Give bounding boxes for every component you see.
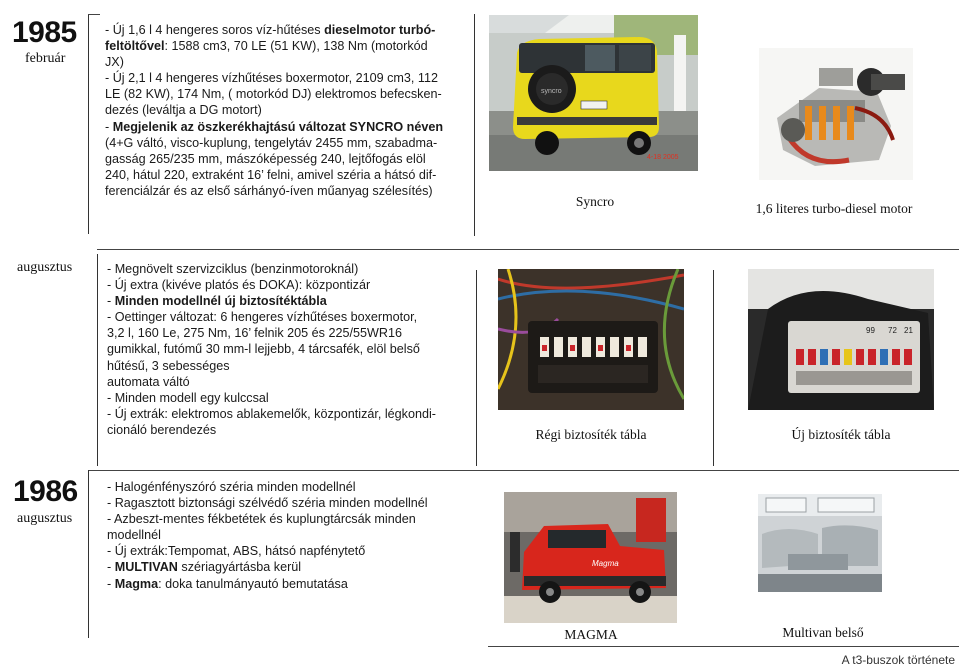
text-line: - Minden modell egy kulccsal (107, 390, 269, 405)
text-line: ferenciálzár és az első sárhányó-íven műanyag szélesítés) (105, 183, 433, 198)
text-line: - Új extra (kivéve platós és DOKA): központizár (107, 278, 371, 293)
divider-tick (88, 14, 100, 15)
caption-syncro: Syncro (575, 194, 615, 209)
month-february: február (25, 51, 66, 66)
caption-magma: MAGMA (564, 627, 618, 642)
photo-date-stamp: 4-18 2005 (647, 154, 679, 161)
divider-vertical (476, 270, 477, 466)
text-line: - Új extrák:Tempomat, ABS, hátsó napfénytető (107, 544, 366, 559)
magma-photo (504, 492, 677, 623)
old-fuse-box-photo (498, 269, 684, 410)
text-line: dezés (leváltja a DG motort) (105, 103, 262, 118)
syncro-photo (489, 15, 698, 171)
divider-vertical (97, 254, 98, 466)
section-separator (88, 470, 959, 471)
text-line: modellnél (107, 528, 161, 543)
magma-badge-text: Magma (592, 559, 619, 568)
text-line: feltöltővel: 1588 cm3, 70 LE (51 KW), 138 Nm (motorkód (105, 39, 428, 54)
text-line: gumikkal, futómű 30 mm-l lejjebb, 4 tárcsafék, elöl belső (107, 342, 420, 357)
month-august: augusztus (17, 511, 73, 526)
year-1985: 1985 (12, 16, 77, 49)
text-line: 3,2 l, 160 Le, 275 Nm, 16’ felnik 205 és 225/55WR16 (107, 326, 402, 341)
divider-vertical (88, 470, 89, 638)
text-line: - Új extrák: elektromos ablakemelők, központizár, légkondi- (107, 406, 436, 421)
text-line: - Azbeszt-mentes fékbetétek és kuplungtárcsák minden (107, 512, 416, 527)
text-line: - Megnövelt szervizciklus (benzinmotoroknál) (107, 262, 359, 276)
section-1985-text (105, 22, 473, 199)
text-line: LE (82 KW), 174 Nm, ( motorkód DJ) elektromos befecsken- (105, 87, 442, 102)
year-1986: 1986 (13, 475, 78, 508)
text-line: - Ragasztott biztonsági szélvédő széria minden modellnél (107, 496, 428, 511)
section-august-text (107, 261, 475, 438)
text-line: automata váltó (107, 374, 190, 389)
divider-vertical (88, 14, 89, 234)
new-fuse-box-photo (748, 269, 934, 410)
fuse-label-99: 99 (866, 326, 875, 335)
text-line: gasság 265/235 mm, mászóképesség 240, lejtőfogás elöl (105, 151, 426, 166)
text-line: - Minden modellnél új biztosítéktábla (107, 294, 327, 309)
text-line: - MULTIVAN szériagyártásba kerül (107, 560, 302, 575)
text-line: - Magma: doka tanulmányautó bemutatása (107, 576, 348, 591)
text-line: cionáló berendezés (107, 422, 217, 437)
turbo-diesel-engine-photo (759, 48, 913, 180)
text-line: - Új 2,1 l 4 hengeres vízhűtéses boxermotor, 2109 cm3, 112 (105, 71, 438, 86)
divider-vertical (474, 14, 475, 236)
caption-old-fuse-box: Régi biztosíték tábla (535, 427, 647, 442)
text-line: 240, hátul 220, extraként 16’ felni, amivel széria a hátsó dif- (105, 167, 437, 182)
text-line: - Megjelenik az öszkerékhajtású változat SYNCRO néven (105, 119, 444, 134)
footer-title: A t3-buszok története (841, 653, 955, 667)
section-separator (97, 249, 959, 250)
svg-text:syncro: syncro (541, 88, 562, 95)
text-line: hűtésű, 3 sebességes (107, 358, 230, 373)
text-line: - Oettinger változat: 6 hengeres vízhűtéses boxermotor, (107, 310, 418, 325)
caption-new-fuse-box: Új biztosíték tábla (791, 427, 891, 442)
text-line: JX) (105, 55, 124, 70)
multivan-interior-photo (758, 494, 882, 592)
caption-engine: 1,6 literes turbo-diesel motor (755, 201, 913, 216)
text-line: (4+G váltó, visco-kuplung, tengelytáv 2455 mm, szabadma- (105, 135, 438, 150)
month-august: augusztus (17, 260, 73, 275)
bottom-rule (488, 646, 959, 647)
fuse-label-21: 21 (904, 326, 913, 335)
fuse-label-72: 72 (888, 326, 897, 335)
text-line: - Halogénfényszóró széria minden modellnél (107, 480, 356, 494)
section-1986-text (107, 479, 477, 592)
text-line: - Új 1,6 l 4 hengeres soros víz-hűtéses dieselmotor turbó- (105, 23, 436, 37)
divider-vertical (713, 270, 714, 466)
caption-multivan-interior: Multivan belső (782, 625, 864, 640)
